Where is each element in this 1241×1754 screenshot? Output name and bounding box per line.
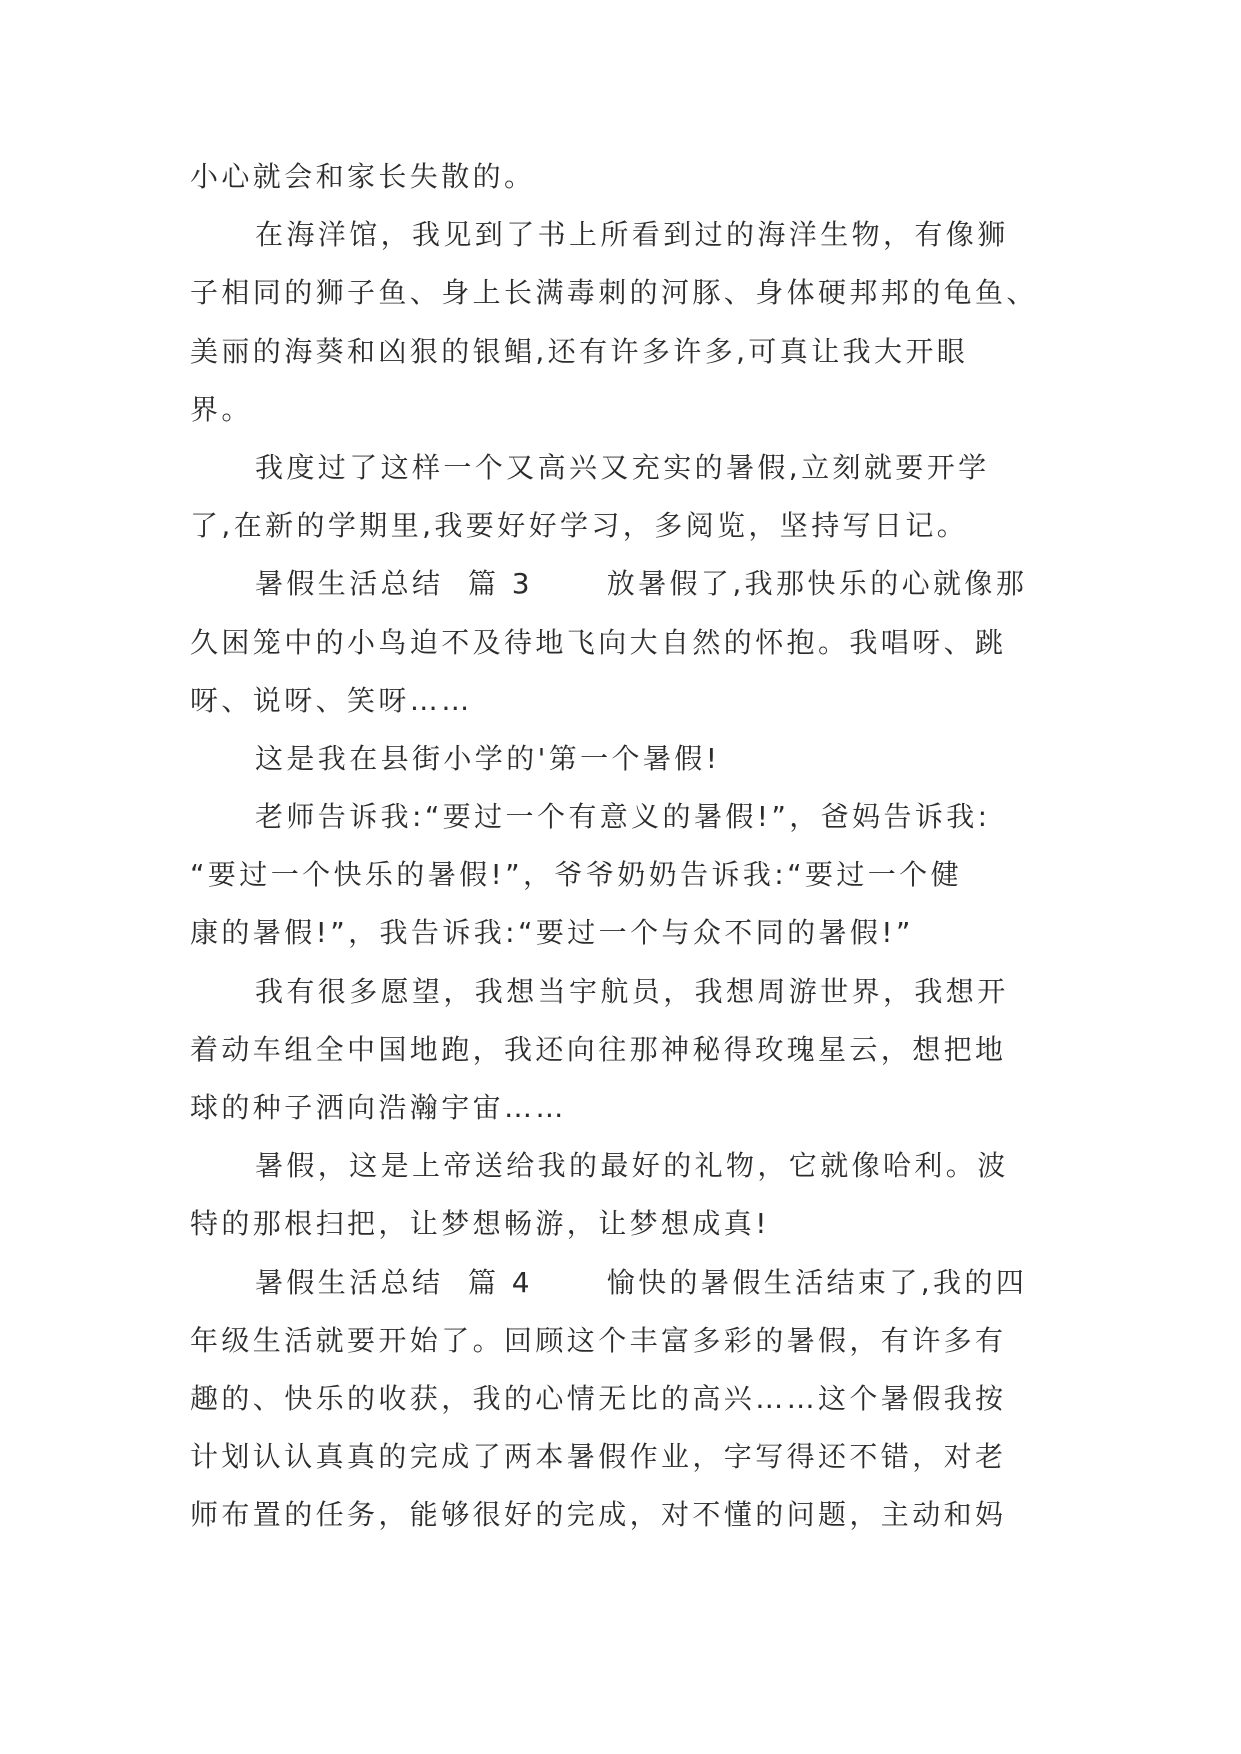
- text-line: 在海洋馆，我见到了书上所看到过的海洋生物，有像狮: [255, 218, 1009, 252]
- text-line: 小心就会和家长失散的。: [190, 160, 536, 193]
- text-line: 界。: [190, 392, 253, 426]
- text-line: 球的种子洒向浩瀚宇宙……: [190, 1091, 567, 1124]
- text-line: 暑假生活总结 篇 4 愉快的暑假生活结束了,我的四: [255, 1265, 1028, 1299]
- text-line: 师布置的任务，能够很好的完成，对不懂的问题，主动和妈: [190, 1498, 1007, 1532]
- text-line: 着动车组全中国地跑，我还向往那神秘得玫瑰星云，想把地: [190, 1032, 1007, 1066]
- text-line: 康的暑假!”，我告诉我:“要过一个与众不同的暑假!”: [190, 916, 914, 950]
- document-body: [190, 148, 1070, 1545]
- text-line: 暑假生活总结 篇 3 放暑假了,我那快乐的心就像那: [255, 567, 1028, 601]
- text-line: 呀、说呀、笑呀……: [190, 683, 473, 717]
- text-line: 久困笼中的小鸟迫不及待地飞向大自然的怀抱。我唱呀、跳: [190, 625, 1007, 659]
- text-line: 老师告诉我:“要过一个有意义的暑假!”，爸妈告诉我:: [255, 800, 991, 834]
- text-line: 美丽的海葵和凶狠的银鲳,还有许多许多,可真让我大开眼: [190, 334, 969, 368]
- text-line: 暑假，这是上帝送给我的最好的礼物，它就像哈利。波: [255, 1149, 1009, 1183]
- text-line: 子相同的狮子鱼、身上长满毒刺的河豚、身体硬邦邦的龟鱼、: [190, 276, 1038, 310]
- text-line: 趣的、快乐的收获，我的心情无比的高兴……这个暑假我按: [190, 1381, 1007, 1415]
- text-line: 特的那根扫把，让梦想畅游，让梦想成真!: [190, 1207, 770, 1241]
- text-line: “要过一个快乐的暑假!”，爷爷奶奶告诉我:“要过一个健: [190, 858, 962, 892]
- text-line: 我度过了这样一个又高兴又充实的暑假,立刻就要开学: [255, 450, 990, 484]
- text-line: 年级生活就要开始了。回顾这个丰富多彩的暑假，有许多有: [190, 1323, 1007, 1357]
- text-line: 计划认认真真的完成了两本暑假作业，字写得还不错，对老: [190, 1440, 1007, 1474]
- text-line: 我有很多愿望，我想当宇航员，我想周游世界，我想开: [255, 974, 1009, 1008]
- text-line: 这是我在县街小学的'第一个暑假!: [255, 741, 721, 775]
- text-line: 了,在新的学期里,我要好好学习，多阅览，坚持写日记。: [190, 509, 969, 543]
